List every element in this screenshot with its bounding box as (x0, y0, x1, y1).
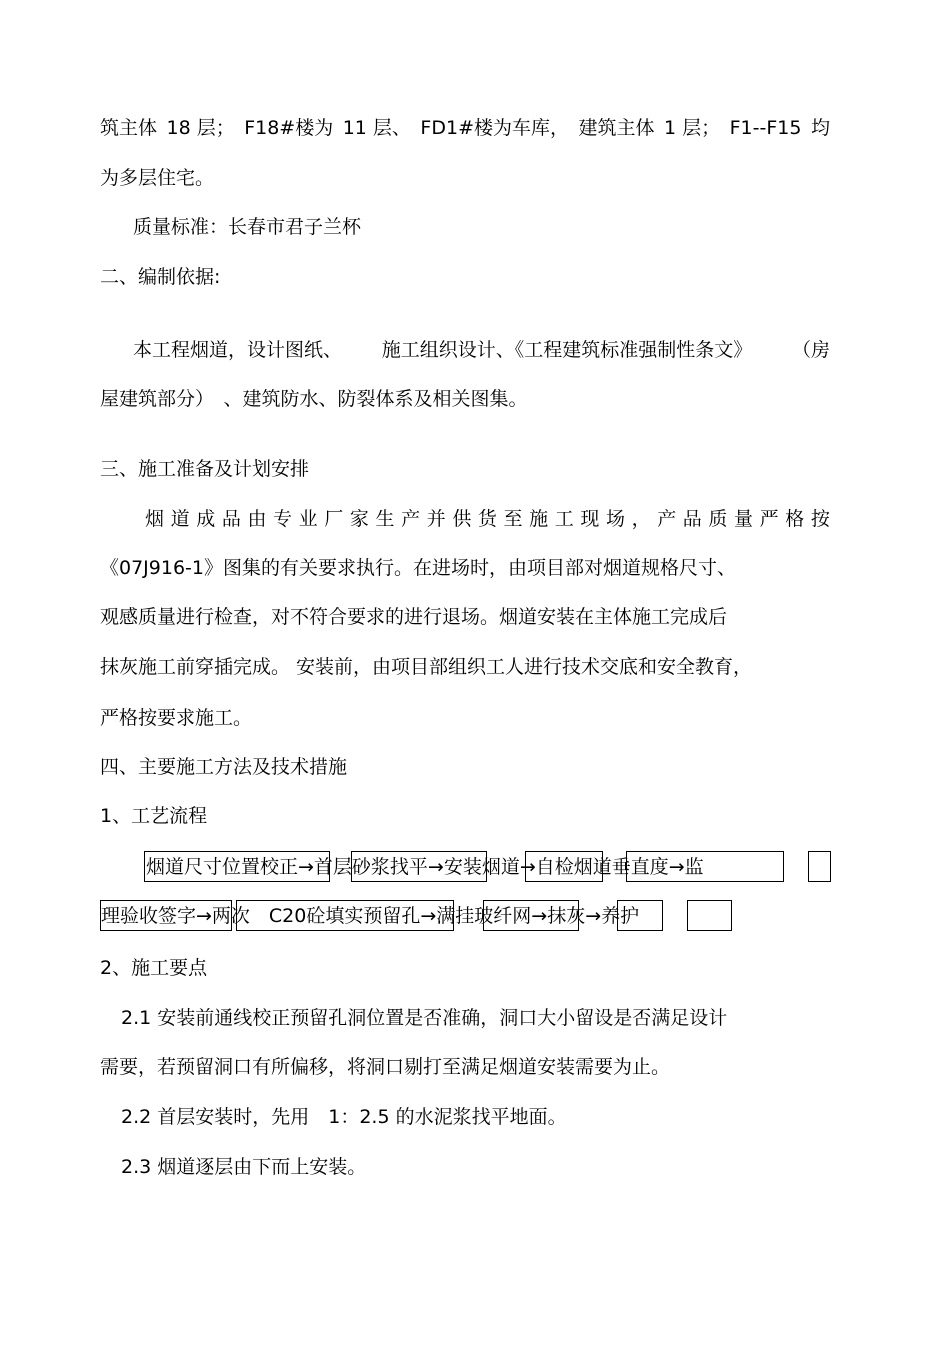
quality-standard: 质量标准：长春市君子兰杯 (133, 216, 362, 238)
char: 厂 (324, 508, 344, 530)
subsection-process-flow-heading: 1、工艺流程 (100, 805, 208, 827)
char: 家 (349, 508, 369, 530)
process-flow-line-2: 理验收签字→两次 C20砼填实预留孔→满挂玻纤网→抹灰→养护 (101, 905, 640, 927)
text-segment: F1--F15 (729, 117, 802, 139)
section-2-line-2: 屋建筑部分） 、建筑防水、防裂体系及相关图集。 (100, 388, 528, 410)
char: 工 (554, 508, 574, 530)
section-4-heading: 四、主要施工方法及技术措施 (100, 756, 348, 778)
section-3-line-5: 严格按要求施工。 (100, 707, 253, 729)
flow-box (100, 900, 232, 931)
section-3-line-2: 《07J916-1》图集的有关要求执行。在进场时，由项目部对烟道规格尺寸、 (100, 557, 736, 579)
project-summary-line-1 (100, 115, 830, 141)
subsection-construction-points-heading: 2、施工要点 (100, 957, 208, 979)
project-summary-line-2: 为多层住宅。 (100, 167, 215, 189)
char: 烟 (145, 508, 165, 530)
section-3-heading: 三、施工准备及计划安排 (100, 458, 310, 480)
section-3-line-3: 观感质量进行检查，对不符合要求的进行退场。烟道安装在主体施工完成后 (100, 606, 728, 628)
char: 现 (580, 508, 600, 530)
char: 施 (529, 508, 549, 530)
char: 量 (734, 508, 754, 530)
char: 生 (375, 508, 395, 530)
point-2-1-line-2: 需要，若预留洞口有所偏移，将洞口剔打至满足烟道安装需要为止。 (100, 1056, 671, 1078)
char: 供 (452, 508, 472, 530)
section-3-line-4: 抹灰施工前穿插完成。 安装前，由项目部组织工人进行技术交底和安全教育， (100, 656, 753, 678)
char: 道 (170, 508, 190, 530)
text-segment: 18 层； (166, 117, 235, 139)
char: 质 (708, 508, 728, 530)
point-2-1-line-1: 2.1 安装前通线校正预留孔洞位置是否准确，洞口大小留设是否满足设计 (121, 1007, 728, 1029)
char: 至 (503, 508, 523, 530)
char: 场 (605, 508, 625, 530)
char: 格 (785, 508, 805, 530)
text-segment: （房 (791, 339, 830, 361)
char: 品 (221, 508, 241, 530)
flow-box (144, 851, 330, 882)
point-2-2: 2.2 首层安装时，先用 1：2.5 的水泥浆找平地面。 (121, 1106, 567, 1128)
flow-box (483, 900, 579, 931)
char: 业 (298, 508, 318, 530)
flow-box (351, 851, 487, 882)
char: 产 (657, 508, 677, 530)
char: 品 (682, 508, 702, 530)
text-segment: 11 层、 (342, 117, 411, 139)
text-segment: 本工程烟道，设计图纸、 (133, 339, 343, 361)
point-2-3: 2.3 烟道逐层由下而上安装。 (121, 1156, 367, 1178)
char: 按 (810, 508, 830, 530)
flow-box (525, 851, 603, 882)
char: 由 (247, 508, 267, 530)
text-segment: FD1#楼为车库， (420, 117, 569, 139)
char: 货 (477, 508, 497, 530)
text-segment: F18#楼为 (244, 117, 334, 139)
process-flow-line-1: 烟道尺寸位置校正→首层砂浆找平→安装烟道→自检烟道垂直度→监 (146, 856, 704, 878)
section-3-line-1 (145, 506, 830, 532)
text-segment: 筑主体 (100, 117, 158, 139)
flow-box (236, 900, 454, 931)
char: 并 (426, 508, 446, 530)
text-segment: 施工组织设计、《工程建筑标准强制性条文》 (381, 339, 753, 361)
text-segment: 建筑主体 (578, 117, 655, 139)
char: 成 (196, 508, 216, 530)
flow-box (808, 851, 831, 882)
flow-box (626, 851, 784, 882)
section-2-line-1 (133, 337, 830, 363)
char: ， (631, 508, 651, 530)
char: 专 (273, 508, 293, 530)
flow-box (617, 900, 663, 931)
text-segment: 均 (810, 117, 830, 139)
char: 产 (401, 508, 421, 530)
char: 严 (759, 508, 779, 530)
section-2-heading: 二、编制依据: (100, 266, 221, 288)
flow-box (687, 900, 732, 931)
text-segment: 1 层； (663, 117, 721, 139)
